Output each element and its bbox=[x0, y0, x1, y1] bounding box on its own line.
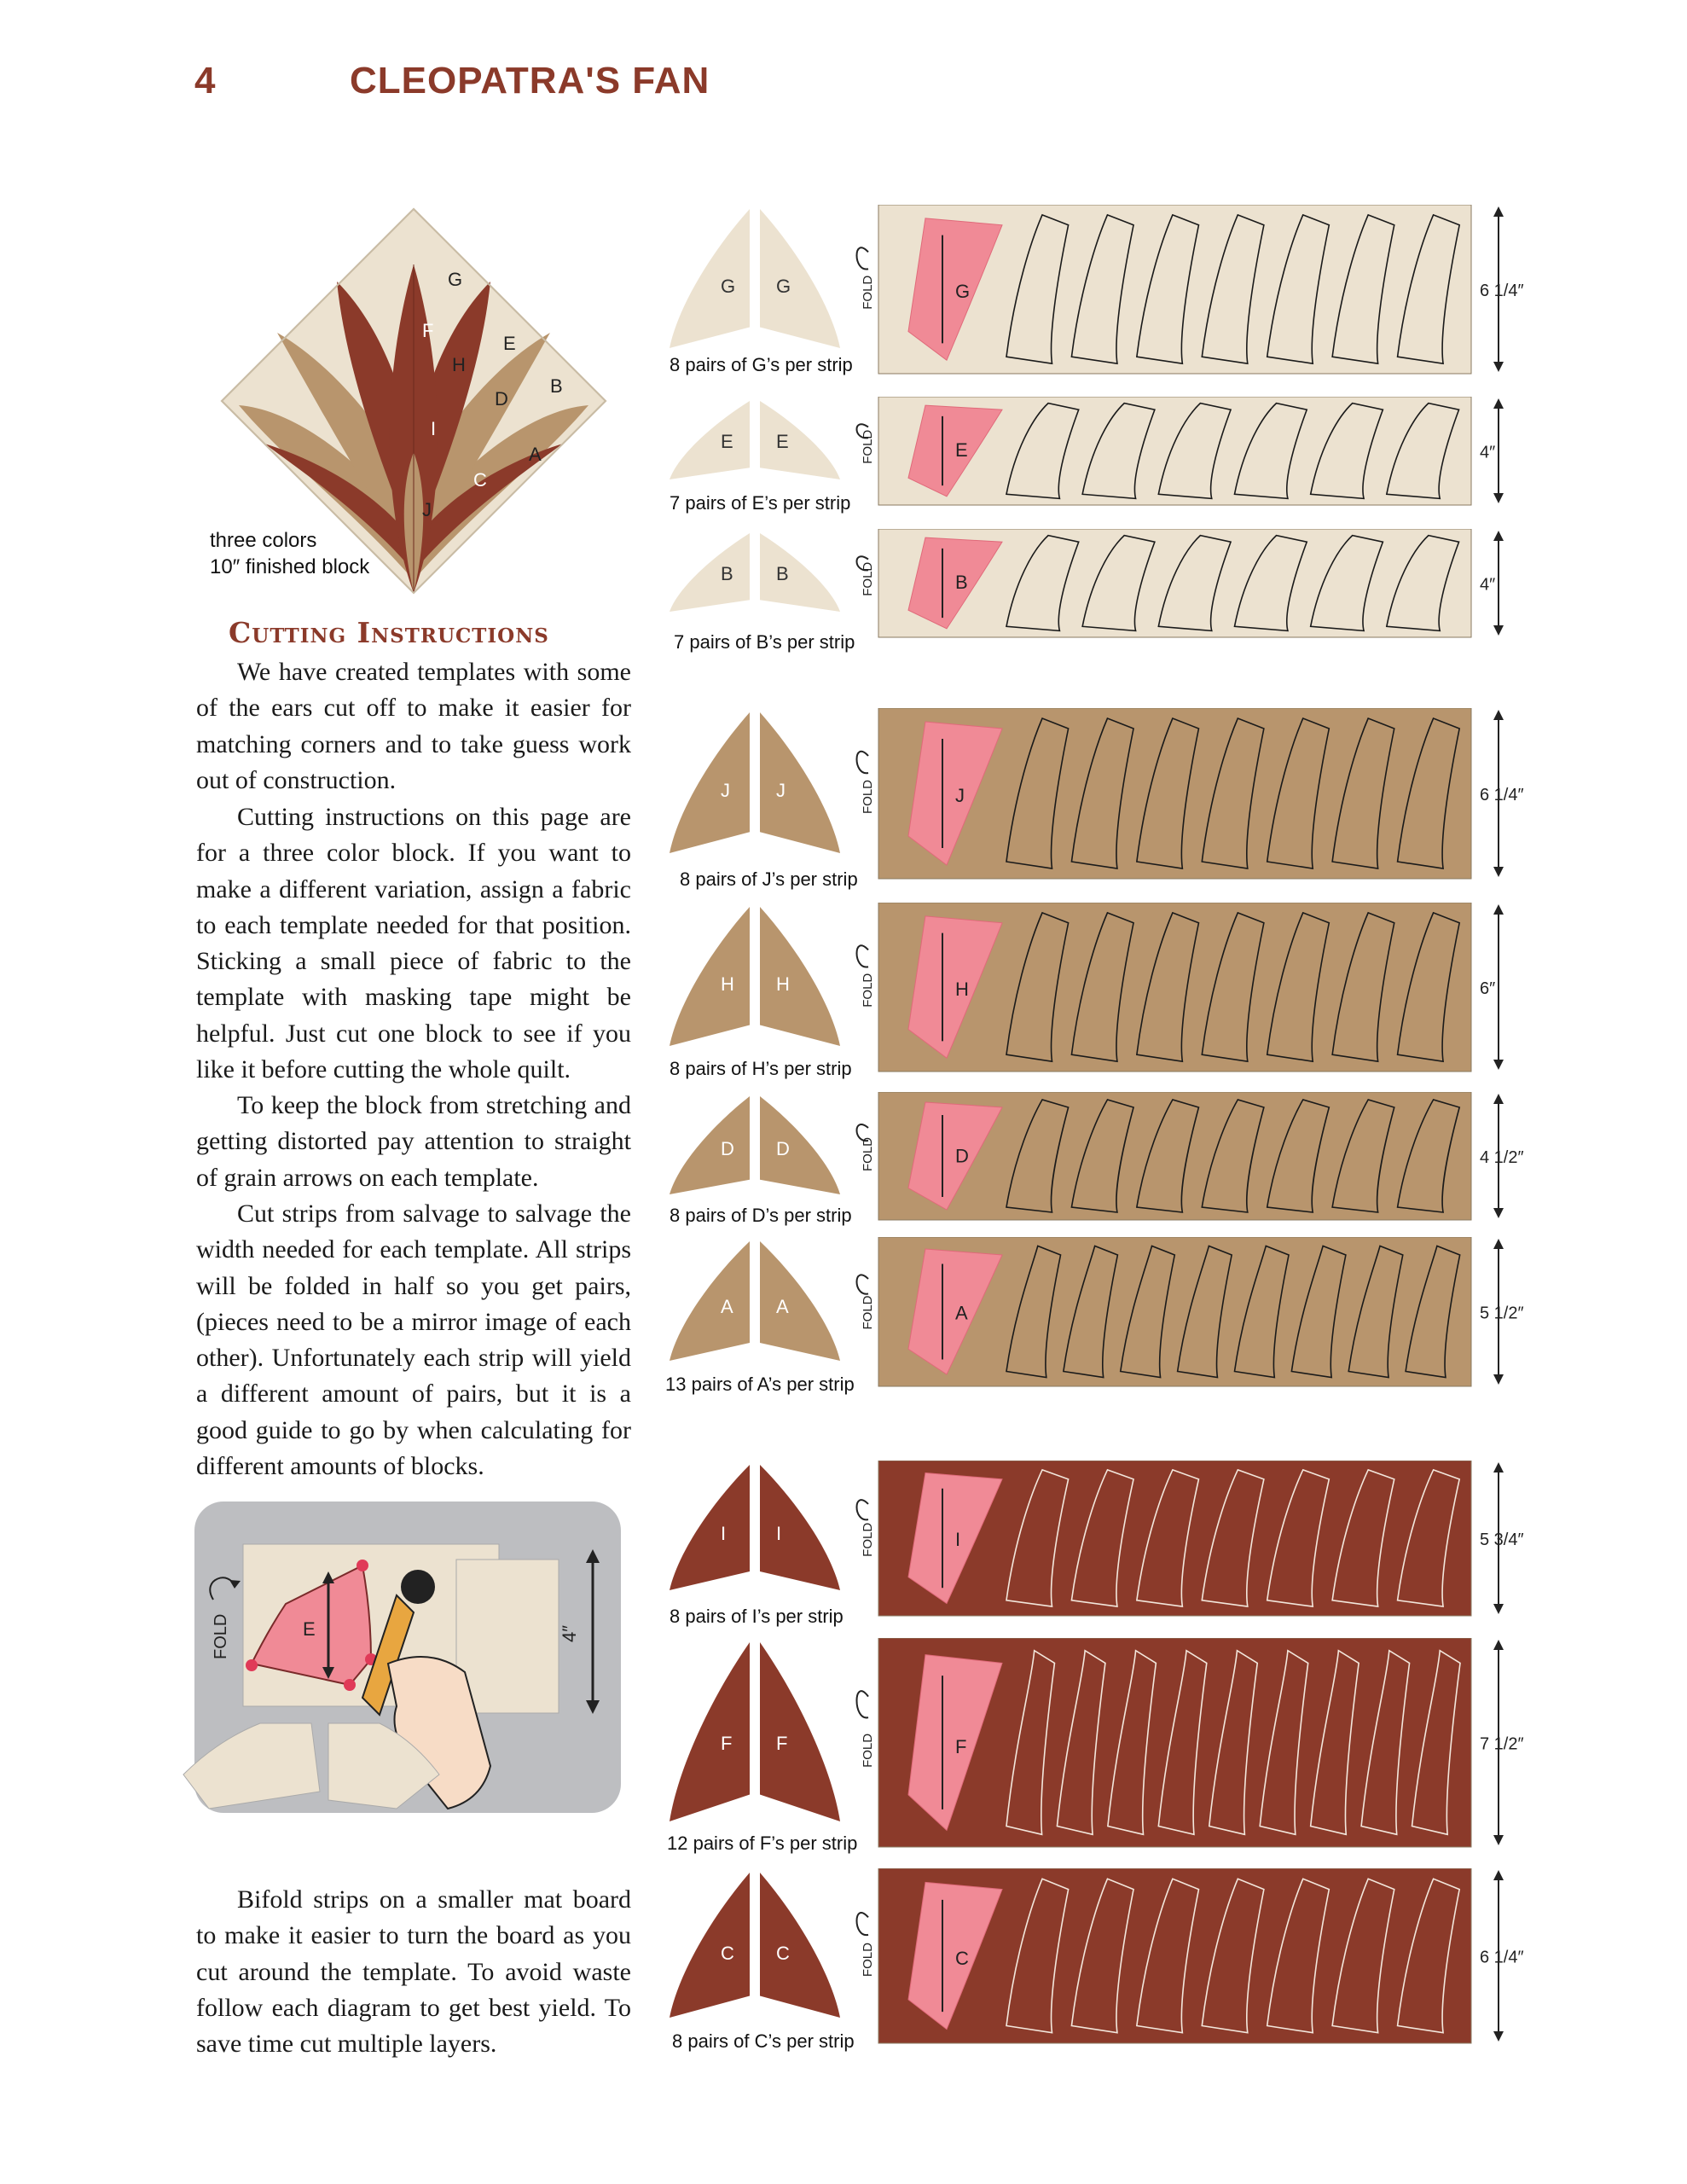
page-title: CLEOPATRA'S FAN bbox=[350, 60, 710, 102]
template-right-h bbox=[760, 907, 840, 1046]
template-right-d bbox=[760, 1096, 840, 1194]
arrow-head-icon bbox=[1493, 1374, 1504, 1385]
paragraph-bifold: Bifold strips on a smaller mat board to make it easier to turn the board as you cut around the template. To avoid waste follow each diagram to get best yield. To save time cut multiple layers. bbox=[196, 1885, 631, 2059]
template-right-j bbox=[760, 712, 840, 853]
svg-text:C: C bbox=[473, 469, 487, 491]
arrow-head-icon bbox=[1493, 1060, 1504, 1070]
strip-caption-a: 13 pairs of A’s per strip bbox=[665, 1374, 855, 1395]
strip-width-label: 4″ bbox=[1480, 575, 1496, 595]
fold-label: FOLD bbox=[861, 973, 875, 1008]
template-label-left: E bbox=[721, 431, 733, 453]
cutting-instructions-heading: Cutting Instructions bbox=[229, 616, 549, 649]
highlighted-template-label: G bbox=[955, 280, 971, 302]
template-label-right: J bbox=[776, 780, 786, 801]
highlighted-template-label: H bbox=[955, 978, 969, 1000]
arrow-head-icon bbox=[1493, 1462, 1504, 1472]
svg-text:F: F bbox=[422, 320, 434, 341]
template-label-left: H bbox=[721, 973, 734, 995]
arrow-head-icon bbox=[1493, 1604, 1504, 1614]
template-left-h bbox=[670, 907, 750, 1046]
strip-width-label: 5 1/2″ bbox=[1480, 1304, 1524, 1323]
template-left-g bbox=[670, 209, 750, 348]
template-label-right: G bbox=[776, 275, 791, 297]
template-label-right: I bbox=[776, 1523, 782, 1545]
svg-text:I: I bbox=[431, 418, 437, 439]
page-number: 4 bbox=[194, 60, 217, 102]
strip-width-label: 4 1/2″ bbox=[1480, 1148, 1524, 1167]
arrow-head-icon bbox=[1493, 1239, 1504, 1249]
arrow-head-icon bbox=[1493, 2031, 1504, 2042]
fold-arrow-icon bbox=[857, 945, 869, 967]
arrow-head-icon bbox=[1493, 1640, 1504, 1650]
svg-text:A: A bbox=[529, 444, 542, 465]
template-right-f bbox=[760, 1642, 840, 1821]
template-label-right: H bbox=[776, 973, 790, 995]
highlighted-template-label: J bbox=[955, 785, 965, 806]
paragraph-three-color: Cutting instructions on this page are for a three color block. If you want to make a different variation, assign a fabric to each template needed for that position. Sticking a small piece of fabric to the template with masking tape might be helpful. Just cut one block to see if you like it before cutting the whole quilt. bbox=[196, 803, 631, 1084]
illus-width-label: 4″ bbox=[559, 1624, 580, 1642]
fold-arrow-icon bbox=[857, 752, 869, 773]
fold-label: FOLD bbox=[861, 1136, 875, 1171]
template-label-right: E bbox=[776, 431, 789, 453]
fold-label: FOLD bbox=[861, 275, 875, 310]
template-label-right: B bbox=[776, 563, 789, 585]
template-right-i bbox=[760, 1465, 840, 1590]
template-label-left: A bbox=[721, 1296, 733, 1317]
fold-arrow-icon bbox=[857, 1691, 869, 1717]
fold-arrow-icon bbox=[857, 1500, 869, 1519]
template-label-right: C bbox=[776, 1943, 790, 1964]
arrow-head-icon bbox=[1493, 1870, 1504, 1880]
arrow-head-icon bbox=[1493, 206, 1504, 217]
template-label-left: J bbox=[721, 780, 730, 801]
highlighted-template-label: C bbox=[955, 1947, 969, 1969]
template-label-left: D bbox=[721, 1138, 734, 1159]
highlighted-template-label: D bbox=[955, 1145, 969, 1167]
highlighted-template-label: I bbox=[955, 1529, 961, 1551]
template-label-left: G bbox=[721, 275, 736, 297]
arrow-head-icon bbox=[1493, 1208, 1504, 1218]
fold-label: FOLD bbox=[861, 1295, 875, 1330]
strip-width-label: 6 1/4″ bbox=[1480, 282, 1524, 300]
highlighted-template-label: B bbox=[955, 571, 968, 593]
highlighted-template-label: E bbox=[955, 439, 968, 461]
template-left-c bbox=[670, 1873, 750, 2018]
strip-width-label: 7 1/2″ bbox=[1480, 1734, 1524, 1754]
strip-width-label: 6″ bbox=[1480, 979, 1496, 998]
template-left-a bbox=[670, 1241, 750, 1361]
arrow-head-icon bbox=[1493, 710, 1504, 720]
strip-caption-e: 7 pairs of E’s per strip bbox=[670, 492, 851, 514]
svg-text:B: B bbox=[550, 375, 563, 397]
template-right-a bbox=[760, 1241, 840, 1361]
template-left-b bbox=[670, 533, 750, 612]
strip-caption-c: 8 pairs of C’s per strip bbox=[672, 2030, 855, 2052]
template-label-left: F bbox=[721, 1733, 733, 1754]
strip-width-label: 6 1/4″ bbox=[1480, 1948, 1524, 1967]
template-left-d bbox=[670, 1096, 750, 1194]
template-left-e bbox=[670, 401, 750, 479]
strip-width-label: 4″ bbox=[1480, 443, 1496, 462]
strip-caption-g: 8 pairs of G’s per strip bbox=[670, 354, 853, 375]
arrow-head-icon bbox=[1493, 1094, 1504, 1104]
arrow-head-icon bbox=[1493, 1835, 1504, 1845]
strip-width-label: 6 1/4″ bbox=[1480, 786, 1524, 804]
fold-label: FOLD bbox=[861, 1943, 875, 1978]
template-label-right: F bbox=[776, 1733, 788, 1754]
template-label-left: B bbox=[721, 563, 733, 585]
strip-caption-d: 8 pairs of D’s per strip bbox=[670, 1205, 852, 1226]
svg-text:G: G bbox=[448, 269, 463, 290]
fold-arrow-icon bbox=[857, 247, 869, 269]
fold-label: FOLD bbox=[861, 429, 875, 464]
paragraph-grain: To keep the block from stretching and getting distorted pay attention to straight of grain arrows on each template. bbox=[196, 1091, 631, 1192]
arrow-head-icon bbox=[1493, 398, 1504, 409]
block-caption-size: 10″ finished block bbox=[210, 555, 370, 578]
arrow-head-icon bbox=[1493, 493, 1504, 503]
arrow-head-icon bbox=[1493, 867, 1504, 877]
illus-piece-label: E bbox=[303, 1618, 316, 1640]
strip-row-j bbox=[0, 708, 1687, 896]
fold-arrow-icon bbox=[857, 1913, 869, 1935]
strip-caption-i: 8 pairs of I’s per strip bbox=[670, 1606, 844, 1627]
fold-label: FOLD bbox=[861, 1733, 875, 1768]
strip-caption-j: 8 pairs of J’s per strip bbox=[680, 868, 858, 890]
strip-caption-b: 7 pairs of B’s per strip bbox=[674, 631, 855, 653]
paragraph-templates: We have created templates with some of the ears cut off to make it easier for matching corners and to take guess work out of construction. bbox=[196, 658, 631, 794]
illus-fold-label: FOLD bbox=[212, 1613, 230, 1659]
fold-label: FOLD bbox=[861, 1522, 875, 1557]
highlighted-template-label: A bbox=[955, 1302, 968, 1324]
template-label-right: D bbox=[776, 1138, 790, 1159]
template-right-e bbox=[760, 401, 840, 479]
template-left-j bbox=[670, 712, 750, 853]
arrow-head-icon bbox=[1493, 362, 1504, 372]
paragraph-strips: Cut strips from salvage to salvage the width needed for each template. All strips will be folded in half so you get pairs, (pieces need to be a mirror image of each other). Unfortunately each strip will yield a different amount of pairs, but it is a good guide to go by when calculating for different amounts of blocks. bbox=[196, 1199, 631, 1481]
template-right-g bbox=[760, 209, 840, 348]
template-right-c bbox=[760, 1873, 840, 2018]
fold-arrow-icon bbox=[857, 1275, 869, 1293]
strip-caption-f: 12 pairs of F’s per strip bbox=[667, 1833, 858, 1854]
fold-label: FOLD bbox=[861, 561, 875, 596]
strip-row-f bbox=[0, 1638, 1687, 1864]
arrow-head-icon bbox=[1493, 531, 1504, 541]
template-right-b bbox=[760, 533, 840, 612]
block-caption-colors: three colors bbox=[210, 529, 317, 552]
strip-row-i bbox=[0, 1461, 1687, 1633]
template-label-left: I bbox=[721, 1523, 727, 1545]
highlighted-template-label: F bbox=[955, 1735, 967, 1757]
arrow-head-icon bbox=[1493, 625, 1504, 636]
template-label-right: A bbox=[776, 1296, 789, 1317]
fold-label: FOLD bbox=[861, 779, 875, 814]
svg-text:H: H bbox=[452, 354, 466, 375]
arrow-head-icon bbox=[1493, 904, 1504, 915]
svg-text:J: J bbox=[422, 499, 432, 520]
strip-caption-h: 8 pairs of H’s per strip bbox=[670, 1058, 852, 1079]
template-left-i bbox=[670, 1465, 750, 1590]
template-label-left: C bbox=[721, 1943, 734, 1964]
svg-text:D: D bbox=[495, 388, 508, 410]
template-left-f bbox=[670, 1642, 750, 1821]
svg-text:E: E bbox=[503, 333, 516, 354]
strip-width-label: 5 3/4″ bbox=[1480, 1531, 1524, 1549]
